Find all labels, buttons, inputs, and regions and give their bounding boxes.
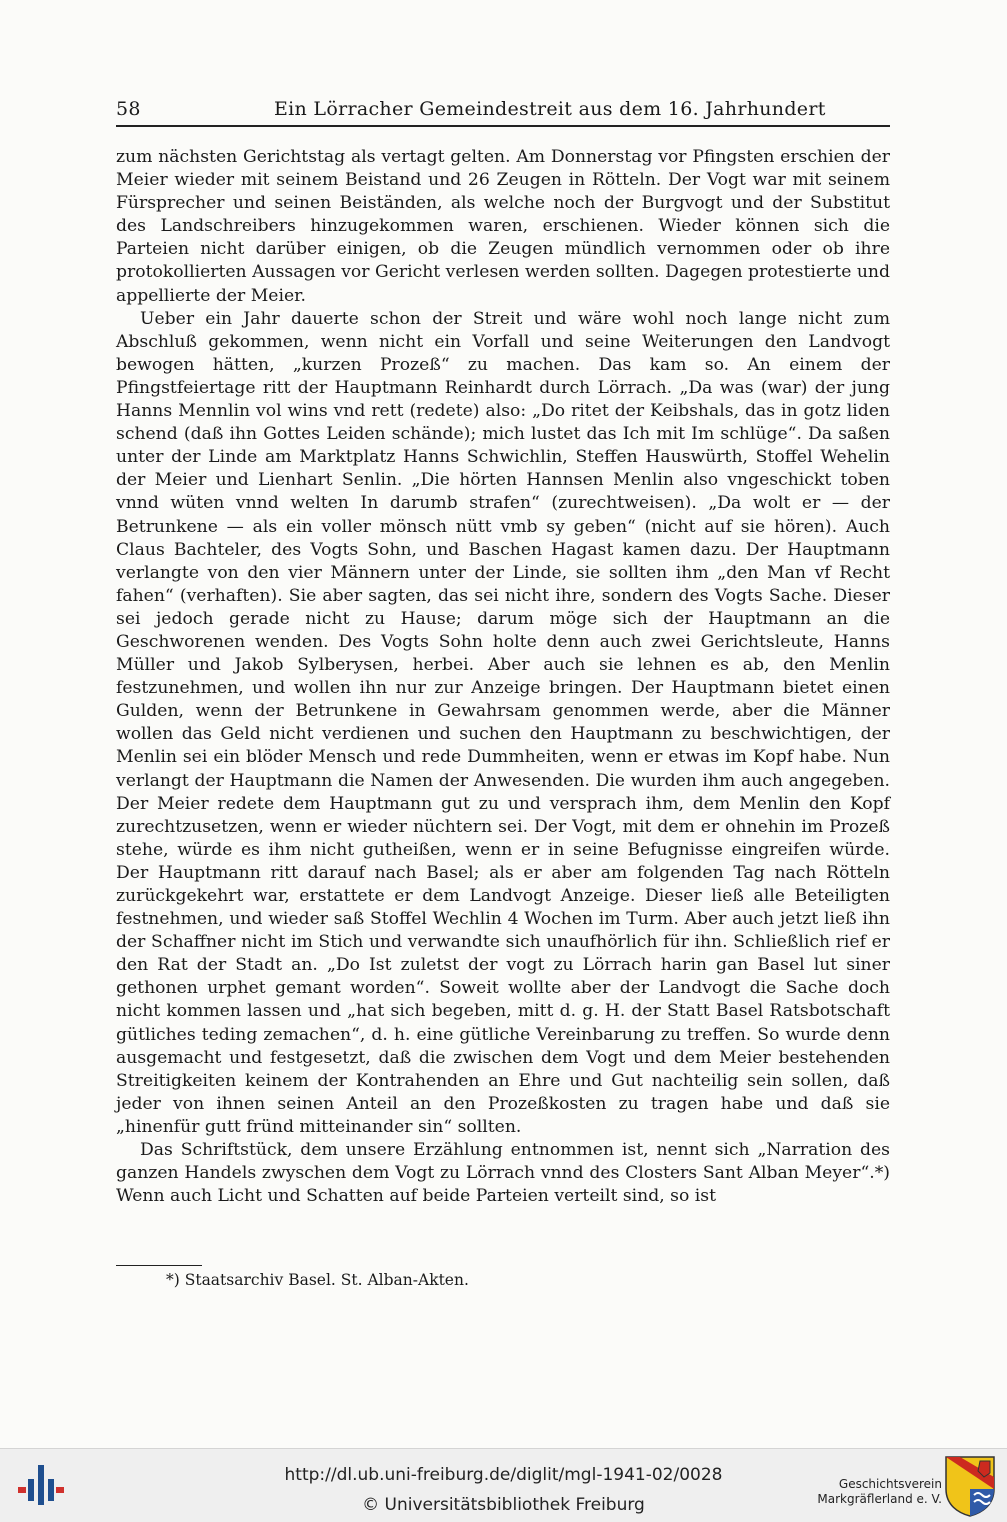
header-rule [116,125,890,127]
running-title: Ein Lörracher Gemeindestreit aus dem 16. Jahrhundert [274,98,826,120]
society-line-1: Geschichtsverein [838,1477,942,1491]
viewer-footer [0,1448,1007,1522]
coat-of-arms-icon[interactable] [944,1455,996,1517]
paragraph-1: zum nächsten Gerichtstag als vertagt gelten. Am Donnerstag vor Pfingsten erschien der Meier wieder mit seinem Beistand und 26 Zeugen in Rötteln. Der Vogt war mit seinem Fürsprecher und seinen Beiständen, als welche noch der Burgvogt und der Substitut des Landschreibers hinzugekommen waren, erschienen. Wieder können sich die Parteien nicht darüber einigen, ob die Zeugen mündlich vernommen oder ob ihre protokollierten Aussagen vor Gericht verlesen werden sollten. Dagegen protestierte und appellierte der Meier. [116,147,890,306]
copyright-notice: © Universitätsbibliothek Freiburg [362,1495,645,1515]
page-number: 58 [116,98,141,120]
paragraph-2: Ueber ein Jahr dauerte schon der Streit und wäre wohl noch lange nicht zum Abschluß gekommen, wenn nicht ein Vorfall und seine Weiterungen den Landvogt bewogen hätten, „kurzen Prozeß“ zu machen. Das kam so. An einem der Pfingstfeiertage ritt der Hauptmann Reinhardt durch Lörrach. „Da was (war) der jung Hanns Mennlin vol wins vnd rett (redete) also: „Do ritet der Keibshals, das in gotz liden schend (daß ihn Gottes Leiden schände); mich lustet das Ich mit Im schlüge“. Da saßen unter der Linde am Marktplatz Hanns Schwichlin, Steffen Hauswürth, Stoffel Wehelin der Meier und Lienhart Senlin. „Die hörten Hannsen Menlin also vngeschickt toben vnnd wüten vnnd welten In darumb strafen“ (zurechtweisen). „Da wolt er — der Betrunkene — als ein voller mönsch nütt vmb sy geben“ (nicht auf sie hören). Auch Claus Bachteler, des Vogts Sohn, und Baschen Hagast kamen dazu. Der Hauptmann verlangte von den vier Männern unter der Linde, sie sollten ihm „den Man vf Recht fahen“ (verhaften). Sie aber sagten, das sei nicht ihre, sondern des Vogts Sache. Dieser sei jedoch gerade nicht zu Hause; darum möge sich der Hauptmann an die Geschworenen wenden. Des Vogts Sohn holte denn auch zwei Gerichtsleute, Hanns Müller und Jakob Sylberysen, herbei. Aber auch sie lehnen es ab, den Menlin festzunehmen, und wollen ihn nur zur Anzeige bringen. Der Hauptmann bietet einen Gulden, wenn der Betrunkene in Gewahrsam genommen werde, aber die Männer wollen das Geld nicht verdienen und suchen den Hauptmann zu beschwichtigen, der Menlin sei ein blöder Mensch und rede Dummheiten, wenn er etwas im Kopf habe. Nun verlangt der Hauptmann die Namen der Anwesenden. Die wurden ihm auch angegeben. Der Meier redete dem Hauptmann gut zu und versprach ihm, dem Menlin den Kopf zurechtzusetzen, wenn er wieder nüchtern sei. Der Vogt, mit dem er ohnehin im Prozeß stehe, würde es ihm nicht gutheißen, wenn er in seine Befugnisse eingreifen würde. Der Hauptmann ritt darauf nach Basel; als er aber am folgenden Tag nach Rötteln zurückgekehrt war, erstattete er dem Landvogt Anzeige. Dieser ließ alle Beteiligten festnehmen, und wieder saß Stoffel Wechlin 4 Wochen im Turm. Aber auch jetzt ließ ihn der Schaffner nicht im Stich und verwandte sich unaufhörlich für ihn. Schließlich rief er den Rat der Stadt an. „Do Ist zuletst der vogt zu Lörrach harin gan Basel lut siner gethonen urphet gemant worden“. Soweit wollte aber der Landvogt die Sache doch nicht kommen lassen und „hat sich begeben, mitt d. g. H. der Statt Basel Ratsbotschaft gütliches teding zemachen“, d. h. eine gütliche Vereinbarung zu treffen. So wurde denn ausgemacht und festgesetzt, daß die zwischen dem Vogt und dem Meier bestehenden Streitigkeiten keinem der Kontrahenden an Ehre und Gut nachteilig sein sollen, daß jeder von ihnen seinen Anteil an den Prozeßkosten zu tragen habe und daß sie „hinenfür gutt fründ mitteinander sin“ sollten. [116,308,890,1137]
footnote-rule [116,1265,202,1266]
page-header [116,94,890,124]
permalink-url[interactable]: http://dl.ub.uni-freiburg.de/diglit/mgl-1941-02/0028 [284,1465,723,1485]
society-line-2: Markgräflerland e. V. [817,1492,942,1506]
body-text [116,146,890,1208]
society-name [808,1477,942,1507]
paragraph-3: Das Schriftstück, dem unsere Erzählung entnommen ist, nennt sich „Narration des ganzen Handels zwyschen dem Vogt zu Lörrach vnnd des Closters Sant Alban Meyer“.*) Wenn auch Licht und Schatten auf beide Parteien verteilt sind, so ist [116,1140,890,1207]
footnote: *) Staatsarchiv Basel. St. Alban-Akten. [166,1271,469,1289]
